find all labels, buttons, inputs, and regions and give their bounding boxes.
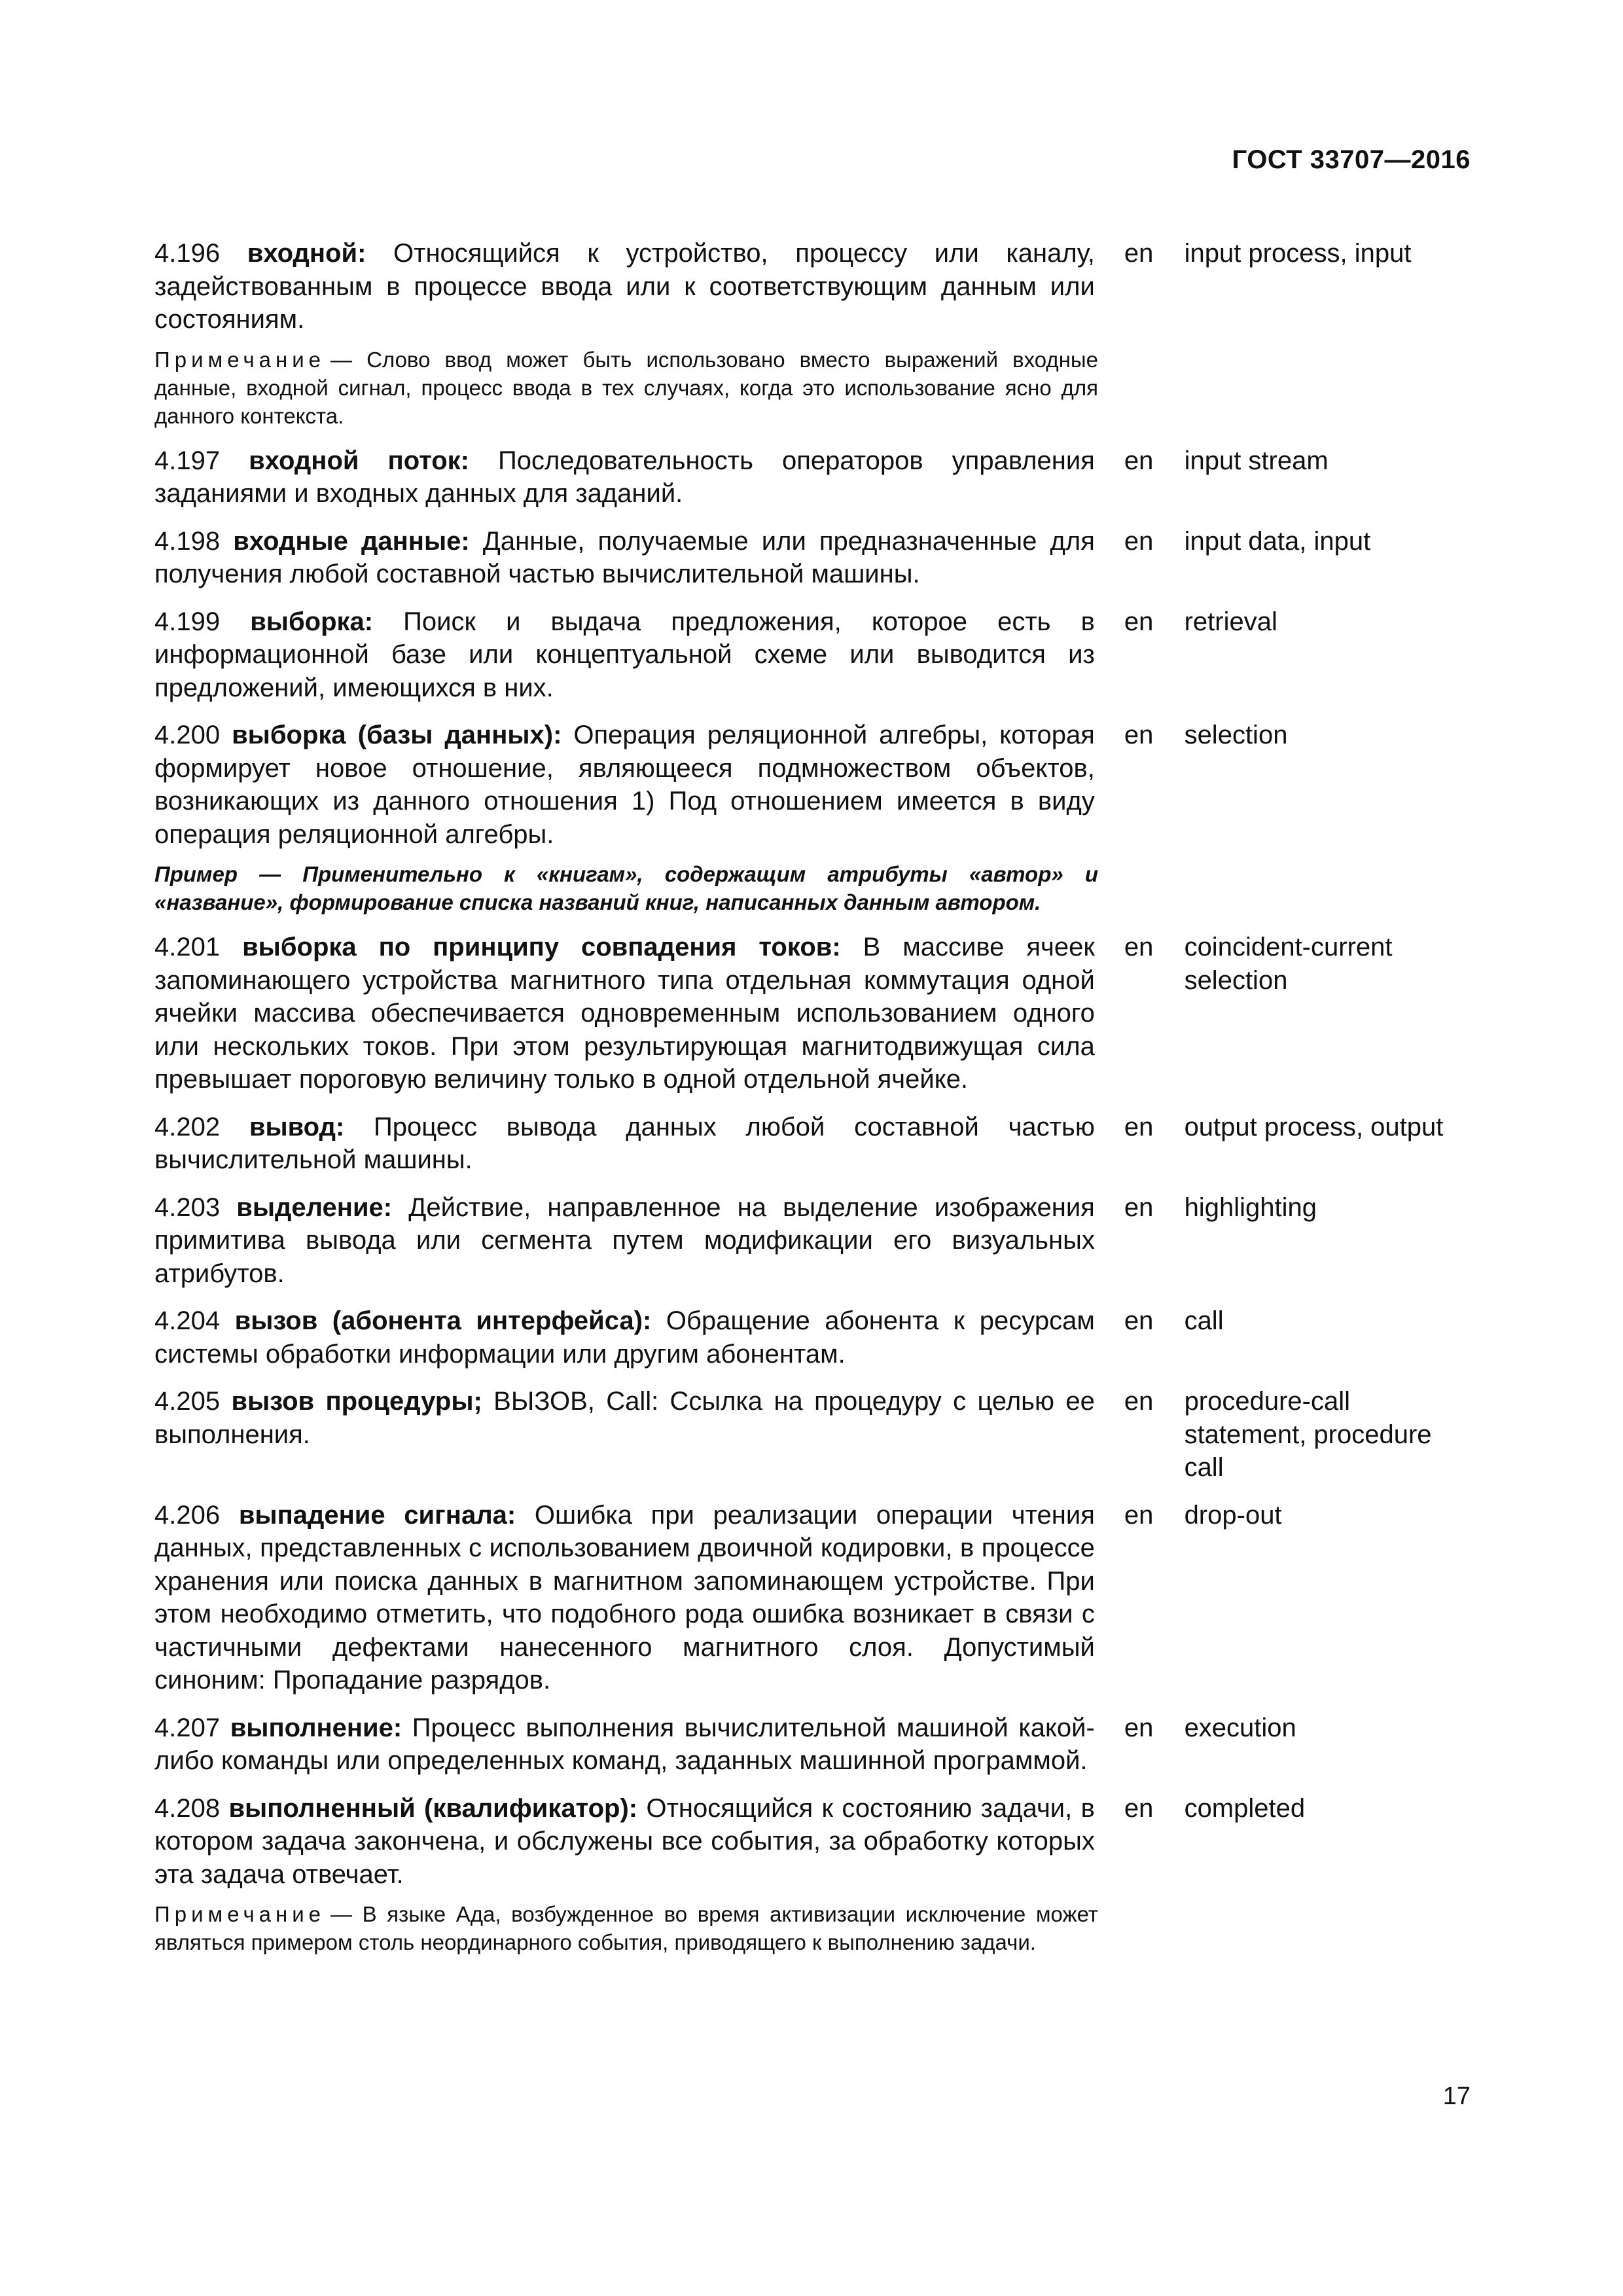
term-text: ВЫЗОВ, Call: Ссылка на процедуру с целью ее выполнения. bbox=[154, 1387, 1095, 1449]
english-equivalent: input stream bbox=[1184, 446, 1329, 475]
language-code: en bbox=[1124, 446, 1154, 475]
term-definition bbox=[154, 1792, 1095, 1892]
term-number: 4.208 bbox=[154, 1793, 221, 1823]
note-label: Примечание bbox=[154, 347, 326, 372]
term-number: 4.203 bbox=[154, 1193, 221, 1222]
term-entry bbox=[154, 1111, 1470, 1177]
language-code: en bbox=[1124, 1500, 1154, 1530]
term-definition bbox=[154, 1304, 1095, 1371]
term-text: Относящийся к устройство, процессу или каналу, задействованным в процессе ввода или к соответствующим данным или состояниям. bbox=[154, 239, 1095, 334]
language-code: en bbox=[1124, 1793, 1154, 1823]
term-entry bbox=[154, 1385, 1470, 1484]
english-equivalent: selection bbox=[1184, 721, 1288, 749]
language-code: en bbox=[1124, 1306, 1154, 1335]
term-entry bbox=[154, 237, 1470, 430]
document-id: ГОСТ 33707—2016 bbox=[1232, 145, 1471, 174]
term-number: 4.200 bbox=[154, 721, 221, 749]
term-number: 4.202 bbox=[154, 1112, 221, 1141]
english-equivalent: input data, input bbox=[1184, 526, 1371, 556]
term-number: 4.206 bbox=[154, 1500, 221, 1530]
english-equivalent: highlighting bbox=[1184, 1193, 1317, 1222]
term-number: 4.196 bbox=[154, 239, 221, 268]
term-entry bbox=[154, 1712, 1470, 1778]
note bbox=[154, 1900, 1098, 1956]
term-definition bbox=[154, 1111, 1095, 1177]
term-entry bbox=[154, 1191, 1470, 1291]
term-number: 4.201 bbox=[154, 933, 221, 961]
term-entry bbox=[154, 1304, 1470, 1371]
language-code: en bbox=[1124, 526, 1154, 556]
term-definition bbox=[154, 525, 1095, 591]
term-number: 4.207 bbox=[154, 1713, 221, 1742]
term-number: 4.199 bbox=[154, 607, 221, 636]
language-code: en bbox=[1124, 239, 1154, 268]
english-equivalent: coincident-current selection bbox=[1184, 933, 1393, 995]
term-entry bbox=[154, 605, 1470, 705]
term-name: выполнение: bbox=[230, 1713, 402, 1742]
page-number: 17 bbox=[1442, 2083, 1471, 2110]
english-equivalent: retrieval bbox=[1184, 607, 1277, 636]
term-definition bbox=[154, 605, 1095, 705]
term-entry bbox=[154, 1499, 1470, 1697]
term-entry bbox=[154, 719, 1470, 916]
note bbox=[154, 346, 1098, 430]
language-code: en bbox=[1124, 1713, 1154, 1742]
term-number: 4.205 bbox=[154, 1387, 221, 1416]
term-entry bbox=[154, 931, 1470, 1096]
term-text: Процесс выполнения вычислительной машиной какой-либо команды или определенных команд, заданных машинной программой. bbox=[154, 1713, 1095, 1775]
note-label: Примечание bbox=[154, 1902, 326, 1926]
english-equivalent: input process, input bbox=[1184, 239, 1412, 268]
language-code: en bbox=[1124, 1193, 1154, 1222]
term-number: 4.198 bbox=[154, 526, 221, 556]
term-definition bbox=[154, 237, 1095, 336]
english-equivalent: call bbox=[1184, 1306, 1224, 1335]
language-code: en bbox=[1124, 1112, 1154, 1141]
term-name: вывод: bbox=[249, 1112, 345, 1141]
term-name: входные данные: bbox=[233, 526, 470, 556]
english-equivalent: drop-out bbox=[1184, 1500, 1282, 1530]
note-text: — Слово ввод может быть использовано вместо выражений входные данные, входной сигнал, процесс ввода в тех случаях, когда это использование ясно для данного контекста. bbox=[154, 347, 1098, 428]
language-code: en bbox=[1124, 607, 1154, 636]
term-definition bbox=[154, 1499, 1095, 1697]
language-code: en bbox=[1124, 721, 1154, 749]
term-name: входной: bbox=[247, 239, 366, 268]
english-equivalent: output process, output bbox=[1184, 1112, 1444, 1141]
term-text: Поиск и выдача предложения, которое есть в информационной базе или концептуальной схеме или выводится из предложений, имеющихся в них. bbox=[154, 607, 1095, 702]
term-name: входной поток: bbox=[249, 446, 469, 475]
term-text: Операция реляционной алгебры, которая формирует новое отношение, являющееся подмножеством объектов, возникающих из данного отношения 1) Под отношением имеется в виду операция реляционной алгебры. bbox=[154, 721, 1095, 849]
term-definition bbox=[154, 444, 1095, 511]
term-definition bbox=[154, 719, 1095, 851]
term-text: Последовательность операторов управления заданиями и входных данных для заданий. bbox=[154, 446, 1095, 508]
term-number: 4.197 bbox=[154, 446, 221, 475]
term-text: Относящийся к состоянию задачи, в котором задача закончена, и обслужены все события, за обработку которых эта задача отвечает. bbox=[154, 1793, 1095, 1889]
term-definition bbox=[154, 1385, 1095, 1484]
term-name: выполненный (квалификатор): bbox=[228, 1793, 638, 1823]
term-text: Обращение абонента к ресурсам системы обработки информации или другим абонентам. bbox=[154, 1306, 1095, 1369]
term-name: вызов (абонента интерфейса): bbox=[234, 1306, 652, 1335]
term-entry bbox=[154, 525, 1470, 591]
term-definition bbox=[154, 1712, 1095, 1778]
term-name: выделение: bbox=[236, 1193, 393, 1222]
term-list bbox=[154, 237, 1470, 1971]
language-code: en bbox=[1124, 933, 1154, 961]
term-name: выборка (базы данных): bbox=[232, 721, 562, 749]
term-text: Процесс вывода данных любой составной частью вычислительной машины. bbox=[154, 1112, 1095, 1174]
term-name: выборка: bbox=[250, 607, 374, 636]
language-code: en bbox=[1124, 1387, 1154, 1416]
term-entry bbox=[154, 1792, 1470, 1957]
term-name: выпадение сигнала: bbox=[238, 1500, 516, 1530]
english-equivalent: completed bbox=[1184, 1793, 1306, 1823]
term-name: выборка по принципу совпадения токов: bbox=[242, 933, 841, 961]
term-definition bbox=[154, 1191, 1095, 1291]
term-definition bbox=[154, 931, 1095, 1096]
term-text: В массиве ячеек запоминающего устройства магнитного типа отдельная коммутация одной ячейки массива обеспечивается одновременным использованием одного или нескольких токов. При этом результирующая магнитодвижущая сила превышает пороговую величину только в одной отдельной ячейке. bbox=[154, 933, 1095, 1094]
english-equivalent: execution bbox=[1184, 1713, 1296, 1742]
note-text: — В языке Ада, возбужденное во время активизации исключение может являться примером столь неординарного события, приводящего к выполнению задачи. bbox=[154, 1902, 1098, 1954]
term-name: вызов процедуры; bbox=[231, 1387, 482, 1416]
term-text: Ошибка при реализации операции чтения данных, представленных с использованием двоичной кодировки, в процессе хранения или поиска данных в магнитном запоминающем устройстве. При этом необходимо отметить, что подобного рода ошибка возникает в связи с частичными дефектами нанесенного магнитного слоя. Допустимый синоним: Пропадание разрядов. bbox=[154, 1500, 1095, 1695]
term-number: 4.204 bbox=[154, 1306, 221, 1335]
english-equivalent: procedure-call statement, procedure call bbox=[1184, 1387, 1432, 1482]
term-text: Действие, направленное на выделение изображения примитива вывода или сегмента путем модификации его визуальных атрибутов. bbox=[154, 1193, 1095, 1288]
term-entry bbox=[154, 444, 1470, 511]
example: Пример — Применительно к «книгам», содержащим атрибуты «автор» и «название», формирование списка названий книг, написанных данным автором. bbox=[154, 862, 1098, 914]
term-text: Данные, получаемые или предназначенные для получения любой составной частью вычислительной машины. bbox=[154, 526, 1095, 588]
